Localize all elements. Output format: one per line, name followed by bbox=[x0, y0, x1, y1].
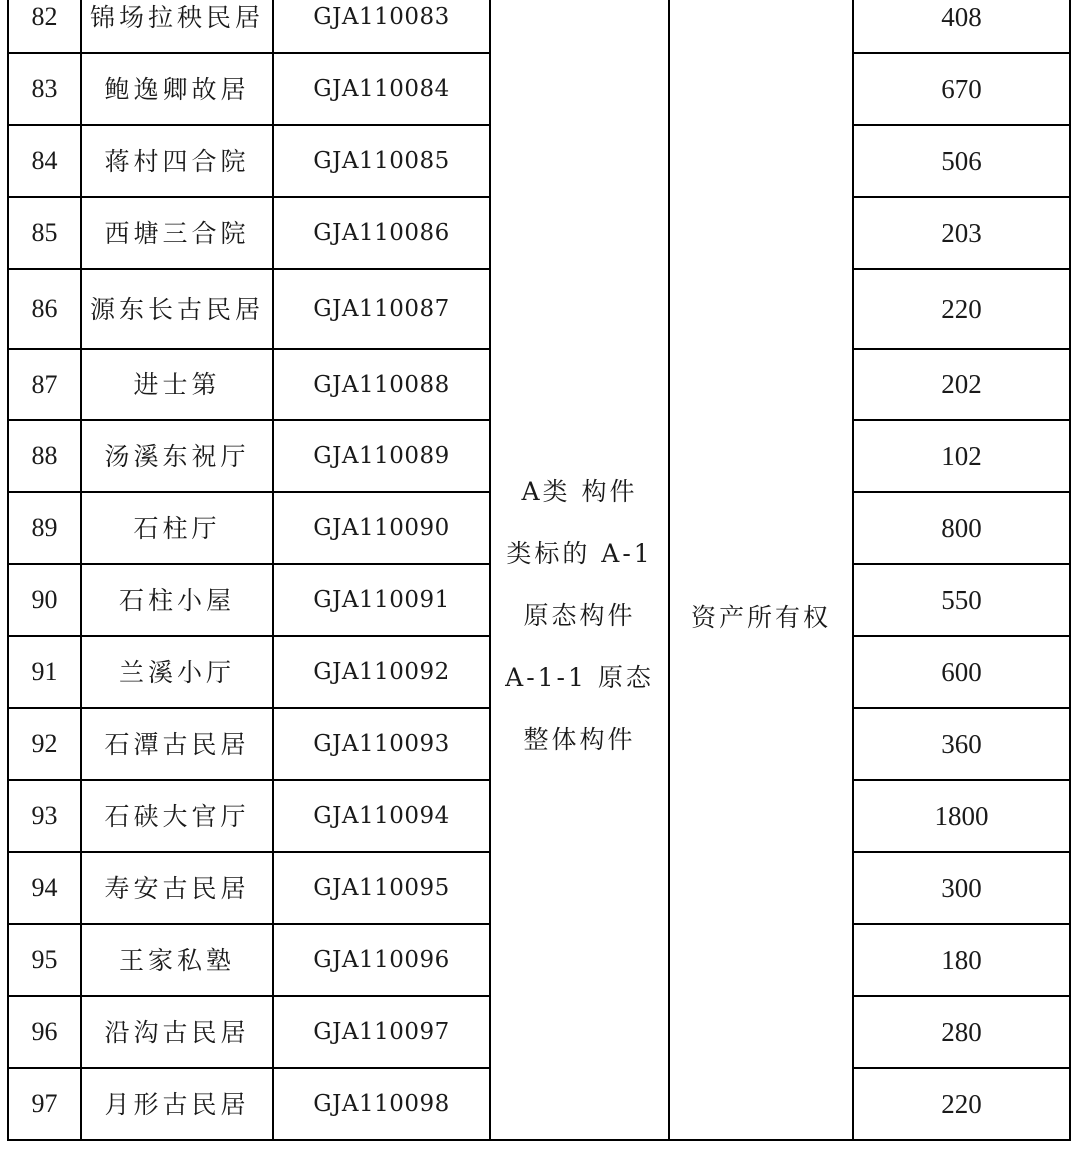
value-cell: 300 bbox=[853, 852, 1070, 924]
asset-code-cell: GJA110089 bbox=[273, 420, 490, 492]
value-cell: 360 bbox=[853, 708, 1070, 780]
value-cell: 102 bbox=[853, 420, 1070, 492]
asset-code-cell: GJA110097 bbox=[273, 996, 490, 1068]
value-cell: 1800 bbox=[853, 780, 1070, 852]
right-type-cell: 资产所有权 bbox=[669, 0, 853, 1140]
value-cell: 670 bbox=[853, 53, 1070, 125]
row-number-cell: 97 bbox=[8, 1068, 81, 1140]
classification-line: A类 构件 bbox=[521, 476, 638, 506]
building-name-cell: 石潭古民居 bbox=[81, 708, 273, 780]
classification-line: A-1-1 原态 bbox=[505, 662, 654, 692]
asset-code-cell: GJA110091 bbox=[273, 564, 490, 636]
building-name-cell: 石硖大官厅 bbox=[81, 780, 273, 852]
building-name-cell: 汤溪东祝厅 bbox=[81, 420, 273, 492]
value-cell: 800 bbox=[853, 492, 1070, 564]
row-number-cell: 86 bbox=[8, 269, 81, 349]
row-number-cell: 87 bbox=[8, 349, 81, 420]
building-name-cell: 兰溪小厅 bbox=[81, 636, 273, 708]
value-cell: 220 bbox=[853, 269, 1070, 349]
asset-code-cell: GJA110085 bbox=[273, 125, 490, 197]
classification-line: 整体构件 bbox=[523, 724, 636, 754]
row-number-cell: 82 bbox=[8, 0, 81, 53]
value-cell: 220 bbox=[853, 1068, 1070, 1140]
row-number-cell: 94 bbox=[8, 852, 81, 924]
value-cell: 180 bbox=[853, 924, 1070, 996]
row-number-cell: 93 bbox=[8, 780, 81, 852]
asset-code-cell: GJA110090 bbox=[273, 492, 490, 564]
asset-code-cell: GJA110094 bbox=[273, 780, 490, 852]
asset-table bbox=[7, 0, 1071, 1141]
value-cell: 280 bbox=[853, 996, 1070, 1068]
value-cell: 202 bbox=[853, 349, 1070, 420]
row-number-cell: 89 bbox=[8, 492, 81, 564]
building-name-cell: 石柱厅 bbox=[81, 492, 273, 564]
building-name-cell: 锦场拉秧民居 bbox=[81, 0, 273, 53]
building-name-cell: 王家私塾 bbox=[81, 924, 273, 996]
value-cell: 408 bbox=[853, 0, 1070, 53]
asset-table-body bbox=[8, 0, 1070, 1140]
building-name-cell: 寿安古民居 bbox=[81, 852, 273, 924]
asset-code-cell: GJA110084 bbox=[273, 53, 490, 125]
classification-line: 类标的 A-1 bbox=[506, 538, 653, 568]
asset-code-cell: GJA110096 bbox=[273, 924, 490, 996]
asset-code-cell: GJA110093 bbox=[273, 708, 490, 780]
building-name-cell: 月形古民居 bbox=[81, 1068, 273, 1140]
building-name-cell: 石柱小屋 bbox=[81, 564, 273, 636]
building-name-cell: 鲍逸卿故居 bbox=[81, 53, 273, 125]
building-name-cell: 沿沟古民居 bbox=[81, 996, 273, 1068]
asset-code-cell: GJA110088 bbox=[273, 349, 490, 420]
asset-code-cell: GJA110083 bbox=[273, 0, 490, 53]
row-number-cell: 95 bbox=[8, 924, 81, 996]
row-number-cell: 90 bbox=[8, 564, 81, 636]
building-name-cell: 进士第 bbox=[81, 349, 273, 420]
asset-code-cell: GJA110095 bbox=[273, 852, 490, 924]
row-number-cell: 91 bbox=[8, 636, 81, 708]
classification-line: 原态构件 bbox=[523, 600, 636, 630]
building-name-cell: 西塘三合院 bbox=[81, 197, 273, 269]
row-number-cell: 85 bbox=[8, 197, 81, 269]
row-number-cell: 88 bbox=[8, 420, 81, 492]
building-name-cell: 蒋村四合院 bbox=[81, 125, 273, 197]
row-number-cell: 84 bbox=[8, 125, 81, 197]
value-cell: 203 bbox=[853, 197, 1070, 269]
asset-code-cell: GJA110092 bbox=[273, 636, 490, 708]
asset-code-cell: GJA110087 bbox=[273, 269, 490, 349]
asset-code-cell: GJA110098 bbox=[273, 1068, 490, 1140]
row-number-cell: 96 bbox=[8, 996, 81, 1068]
value-cell: 506 bbox=[853, 125, 1070, 197]
row-number-cell: 83 bbox=[8, 53, 81, 125]
building-name-cell: 源东长古民居 bbox=[81, 269, 273, 349]
table-row bbox=[8, 0, 1070, 53]
asset-code-cell: GJA110086 bbox=[273, 197, 490, 269]
classification-cell bbox=[490, 0, 669, 1140]
value-cell: 600 bbox=[853, 636, 1070, 708]
row-number-cell: 92 bbox=[8, 708, 81, 780]
value-cell: 550 bbox=[853, 564, 1070, 636]
